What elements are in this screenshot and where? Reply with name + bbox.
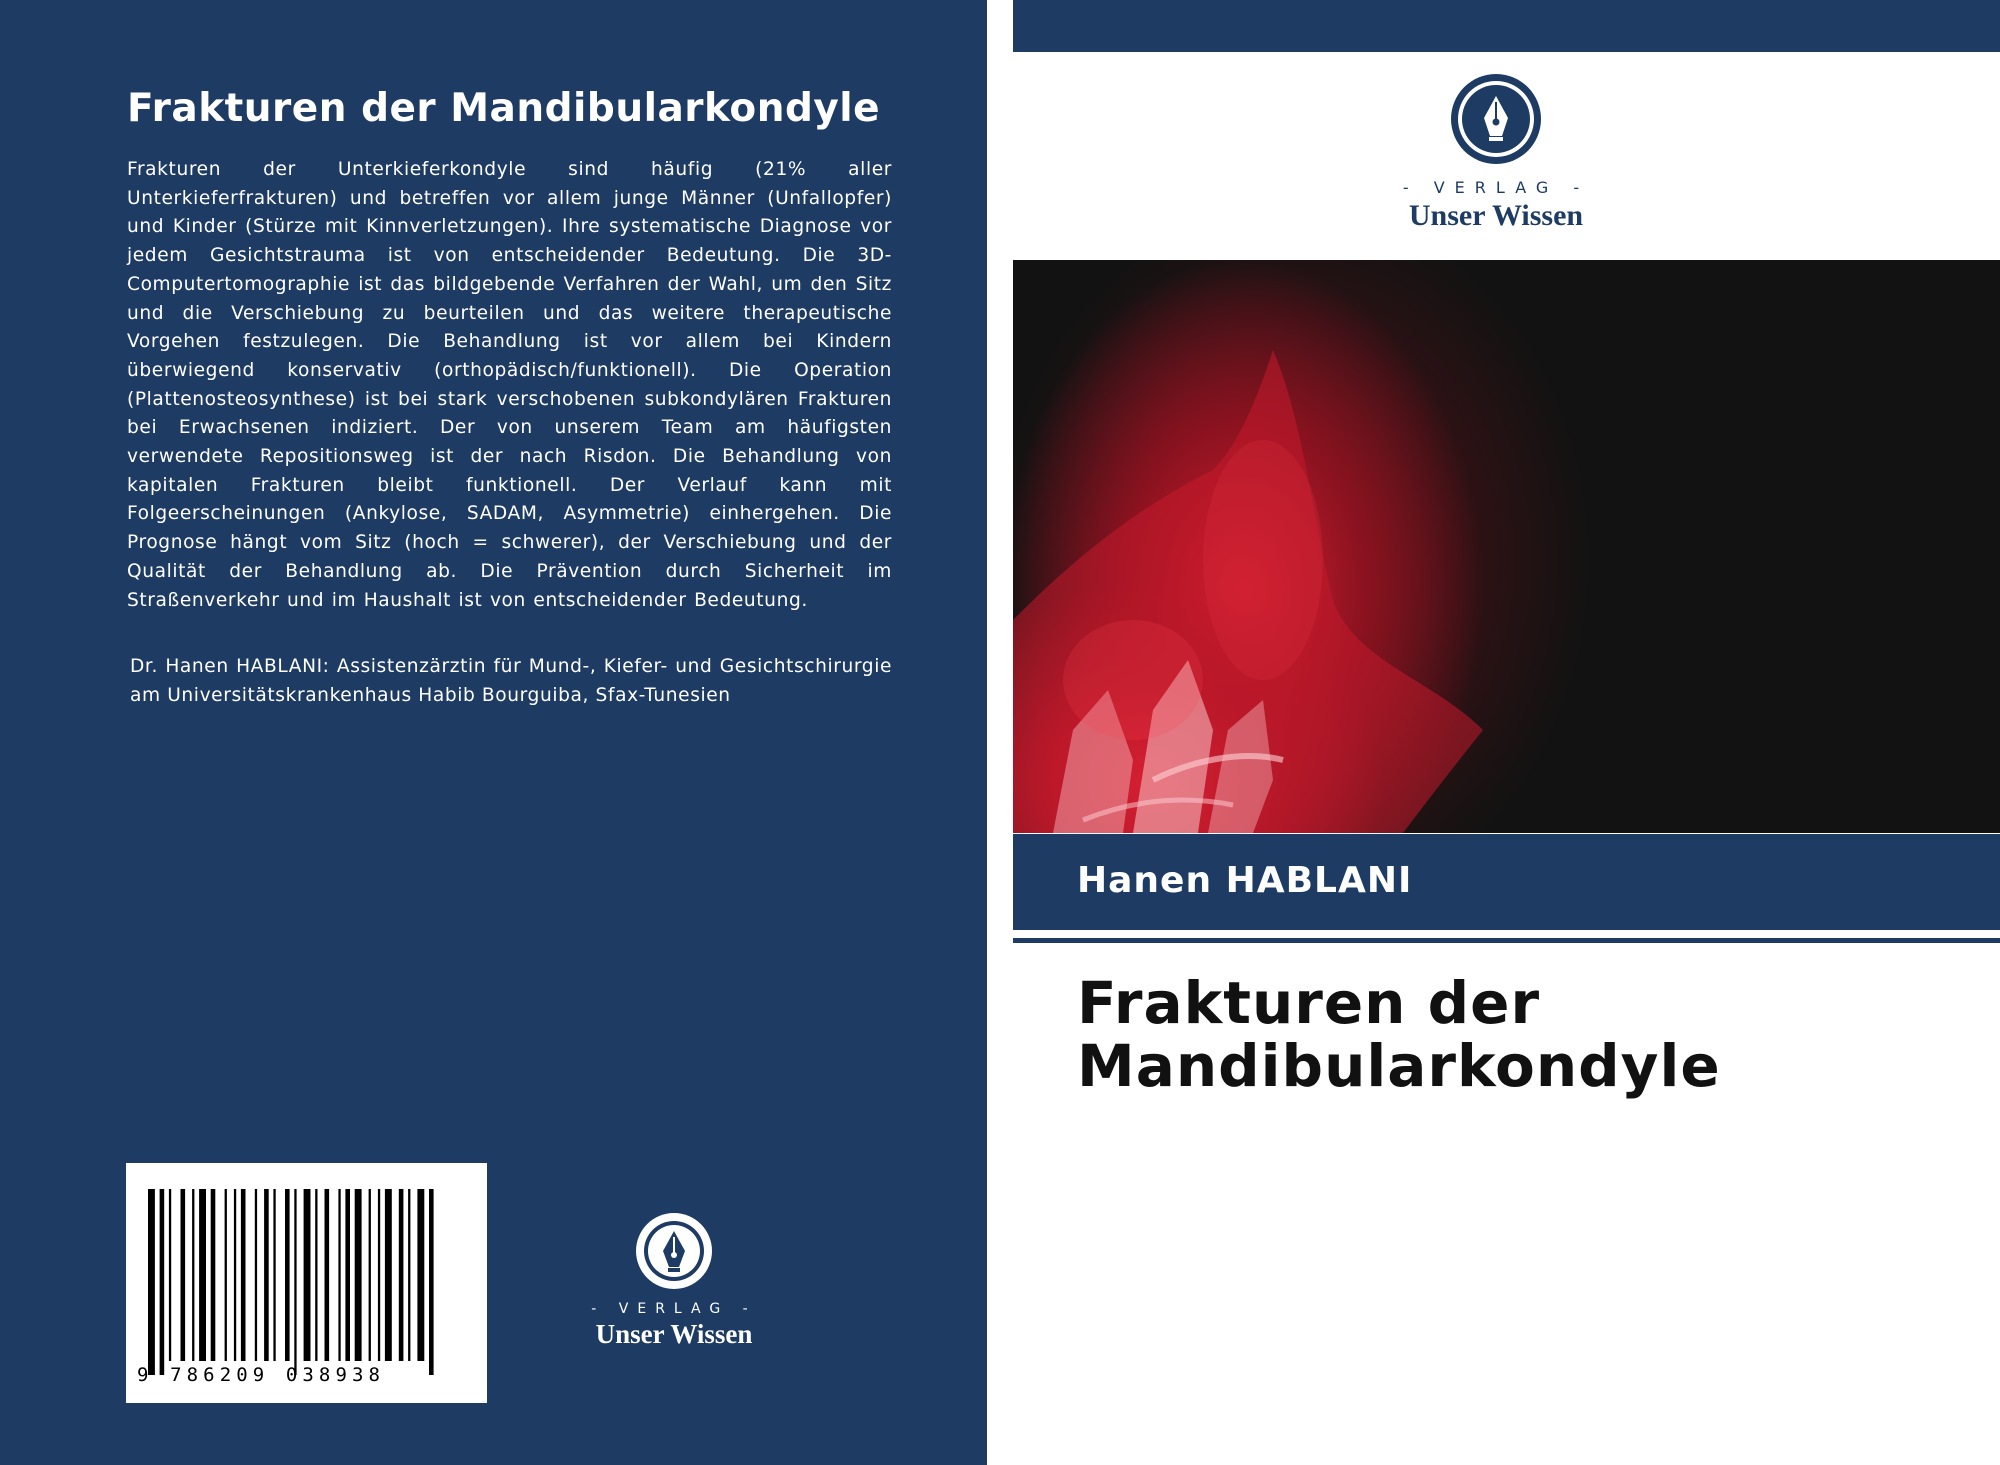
publisher-name: Unser Wissen xyxy=(1408,199,1584,232)
barcode-bar xyxy=(160,1189,165,1375)
barcode-bar xyxy=(241,1189,246,1361)
barcode-bar xyxy=(273,1189,275,1361)
cover-xray-image xyxy=(1013,260,2000,833)
barcode-bar xyxy=(199,1189,206,1361)
barcode-bar xyxy=(315,1189,317,1361)
front-title-line-1: Frakturen der xyxy=(1077,969,1541,1037)
barcode-bar xyxy=(399,1189,404,1361)
front-top-bar xyxy=(1013,0,2000,52)
barcode-bar xyxy=(345,1189,350,1361)
barcode-bar xyxy=(325,1189,330,1361)
author-band xyxy=(1013,834,2000,930)
jaw-xray-shapes xyxy=(1013,260,2000,833)
publisher-name: Unser Wissen xyxy=(595,1319,753,1349)
barcode-bar xyxy=(304,1189,311,1361)
publisher-logo-small xyxy=(574,1211,774,1350)
author-bio: Dr. Hanen HABLANI: Assistenzärztin für Mund-, Kiefer- und Gesichtschirurgie am Universitätskrankenhaus Habib Bourguiba, Sfax-Tunesien xyxy=(130,656,892,706)
barcode-bar xyxy=(234,1189,236,1361)
barcode-bar xyxy=(148,1189,155,1375)
back-cover-blurb: Frakturen der Unterkieferkondyle sind häufig (21% aller Unterkieferfrakturen) und betreffen vor allem junge Männer (Unfallopfer) und Kinder (Stürze mit Kinnverletzungen). Ihre systematische Diagnose vor jedem Gesichtstrauma ist von entscheidender Bedeutung. Die 3D-Computertomographie ist das bildgebende Verfahren der Wahl, um den Sitz und die Verschiebung zu beurteilen und das weitere therapeutische Vorgehen festzulegen. Die Behandlung ist vor allem bei Kindern überwiegend konservativ (orthopädisch/funktionell). Die Operation (Plattenosteosynthese) ist bei stark verschobenen subkondylären Frakturen bei Erwachsenen indiziert. Der von unserem Team am häufigsten verwendete Repositionsweg ist der nach Risdon. Die Behandlung von kapitalen Frakturen bleibt funktionell. Der Verlauf kann mit Folgeerscheinungen (Ankylose, SADAM, Asymmetrie) einhergehen. Die Prognose hängt vom Sitz (hoch = schwerer), der Verschiebung und der Qualität der Behandlung ab. Die Prävention durch Sicherheit im Straßenverkehr und im Haushalt ist von entscheidender Bedeutung. xyxy=(127,159,892,611)
spine xyxy=(987,0,1013,1465)
barcode-bar xyxy=(429,1189,434,1375)
barcode-bar xyxy=(181,1189,186,1361)
fountain-pen-nib-icon xyxy=(1449,72,1543,166)
barcode-bar xyxy=(192,1189,194,1361)
fountain-pen-nib-icon xyxy=(634,1211,714,1291)
barcode-bar xyxy=(225,1189,227,1361)
barcode-bar xyxy=(294,1189,296,1375)
barcode-bar xyxy=(378,1189,380,1361)
barcode xyxy=(126,1163,487,1403)
barcode-bar xyxy=(255,1189,257,1361)
front-author-name: Hanen HABLANI xyxy=(1077,860,1413,901)
verlag-label: - VERLAG - xyxy=(1402,178,1590,197)
barcode-bar xyxy=(408,1189,410,1361)
barcode-bar xyxy=(385,1189,392,1361)
back-cover-title: Frakturen der Mandibularkondyle xyxy=(127,86,881,131)
divider-rule xyxy=(1013,938,2000,943)
barcode-bar xyxy=(264,1189,269,1361)
barcode-bar xyxy=(369,1189,371,1361)
barcode-bar xyxy=(338,1189,340,1361)
publisher-logo xyxy=(1346,72,1646,233)
verlag-label: - VERLAG - xyxy=(591,1301,757,1317)
barcode-bar xyxy=(417,1189,424,1361)
barcode-bar xyxy=(285,1189,290,1361)
isbn-number: 9 786209 038938 xyxy=(137,1364,386,1386)
barcode-bar xyxy=(169,1189,171,1361)
front-title-line-2: Mandibularkondyle xyxy=(1077,1032,1721,1100)
front-cover-title xyxy=(1077,969,1957,1100)
back-cover xyxy=(0,0,987,1465)
barcode-bar xyxy=(211,1189,216,1361)
barcode-bar xyxy=(355,1189,362,1361)
